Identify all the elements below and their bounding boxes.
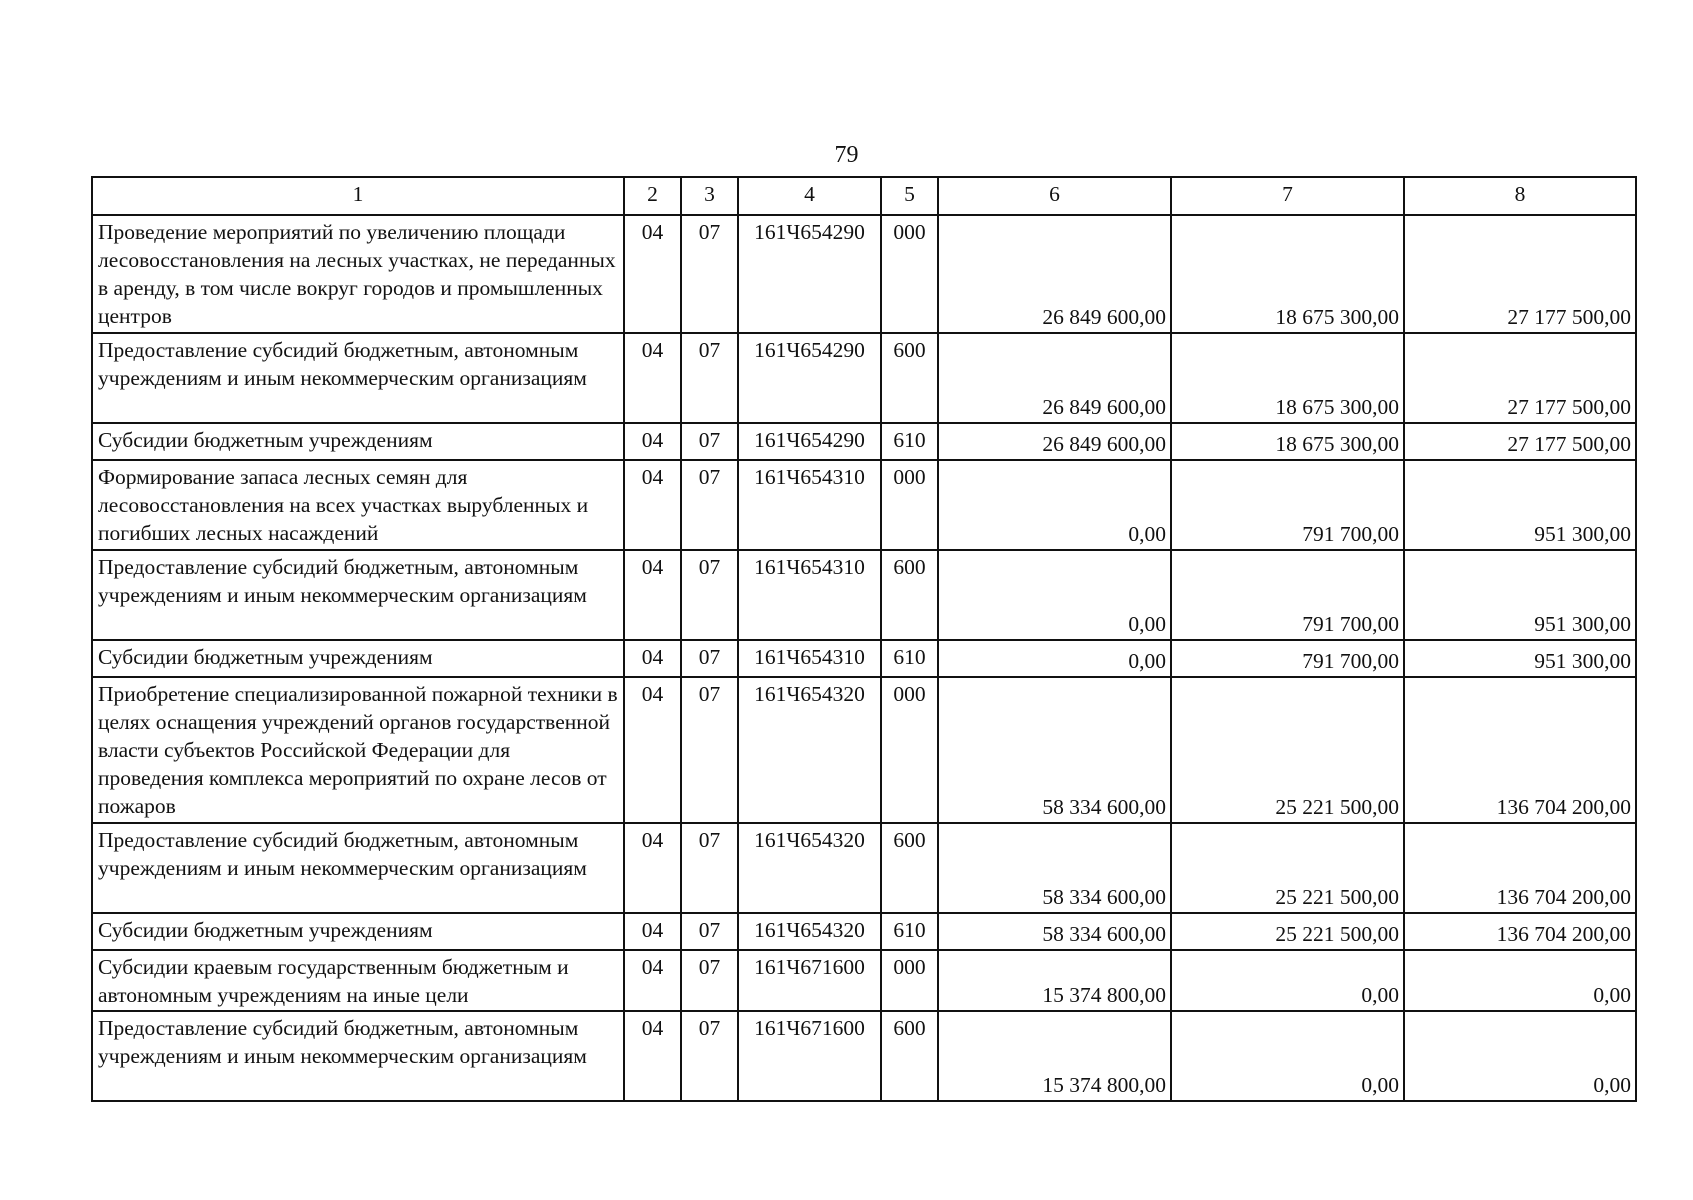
amount-cell-8: 0,00 — [1404, 1011, 1636, 1101]
row-name-cell: Формирование запаса лесных семян для лесовосстановления на всех участках вырубленных и погибших лесных насаждений — [92, 460, 624, 550]
amount-cell-8: 136 704 200,00 — [1404, 823, 1636, 913]
amount-cell-7: 18 675 300,00 — [1171, 215, 1404, 333]
section-code-cell: 04 — [624, 423, 681, 460]
section-code-cell: 04 — [624, 677, 681, 823]
expense-type-cell: 600 — [881, 823, 938, 913]
amount-cell-8: 136 704 200,00 — [1404, 677, 1636, 823]
target-article-cell: 161Ч654290 — [738, 423, 881, 460]
subsection-code-cell: 07 — [681, 215, 738, 333]
target-article-cell: 161Ч654310 — [738, 460, 881, 550]
expense-type-cell: 610 — [881, 913, 938, 950]
subsection-code-cell: 07 — [681, 640, 738, 677]
table-row — [92, 423, 1636, 460]
table-row — [92, 950, 1636, 1011]
target-article-cell: 161Ч654310 — [738, 640, 881, 677]
section-code-cell: 04 — [624, 215, 681, 333]
amount-cell-6: 58 334 600,00 — [938, 913, 1171, 950]
amount-cell-7: 0,00 — [1171, 1011, 1404, 1101]
amount-cell-6: 26 849 600,00 — [938, 333, 1171, 423]
amount-cell-6: 15 374 800,00 — [938, 1011, 1171, 1101]
target-article-cell: 161Ч654290 — [738, 333, 881, 423]
row-name-cell: Предоставление субсидий бюджетным, автономным учреждениям и иным некоммерческим организациям — [92, 1011, 624, 1101]
subsection-code-cell: 07 — [681, 677, 738, 823]
table-row — [92, 333, 1636, 423]
target-article-cell: 161Ч671600 — [738, 950, 881, 1011]
amount-cell-6: 15 374 800,00 — [938, 950, 1171, 1011]
amount-cell-8: 27 177 500,00 — [1404, 423, 1636, 460]
subsection-code-cell: 07 — [681, 423, 738, 460]
row-name-cell: Проведение мероприятий по увеличению площади лесовосстановления на лесных участках, не переданных в аренду, в том числе вокруг городов и промышленных центров — [92, 215, 624, 333]
amount-cell-6: 58 334 600,00 — [938, 677, 1171, 823]
amount-cell-8: 27 177 500,00 — [1404, 333, 1636, 423]
amount-cell-6: 0,00 — [938, 460, 1171, 550]
budget-table — [91, 176, 1637, 1102]
amount-cell-7: 791 700,00 — [1171, 550, 1404, 640]
expense-type-cell: 610 — [881, 423, 938, 460]
subsection-code-cell: 07 — [681, 913, 738, 950]
expense-type-cell: 000 — [881, 950, 938, 1011]
section-code-cell: 04 — [624, 913, 681, 950]
row-name-cell: Предоставление субсидий бюджетным, автономным учреждениям и иным некоммерческим организациям — [92, 823, 624, 913]
amount-cell-7: 18 675 300,00 — [1171, 423, 1404, 460]
header-cell: 3 — [681, 177, 738, 215]
amount-cell-6: 26 849 600,00 — [938, 423, 1171, 460]
expense-type-cell: 600 — [881, 1011, 938, 1101]
amount-cell-7: 791 700,00 — [1171, 460, 1404, 550]
amount-cell-7: 791 700,00 — [1171, 640, 1404, 677]
row-name-cell: Субсидии бюджетным учреждениям — [92, 423, 624, 460]
subsection-code-cell: 07 — [681, 823, 738, 913]
subsection-code-cell: 07 — [681, 950, 738, 1011]
table-row — [92, 550, 1636, 640]
target-article-cell: 161Ч654310 — [738, 550, 881, 640]
amount-cell-8: 27 177 500,00 — [1404, 215, 1636, 333]
row-name-cell: Предоставление субсидий бюджетным, автономным учреждениям и иным некоммерческим организациям — [92, 333, 624, 423]
amount-cell-8: 136 704 200,00 — [1404, 913, 1636, 950]
header-cell: 5 — [881, 177, 938, 215]
table-row — [92, 1011, 1636, 1101]
amount-cell-6: 0,00 — [938, 550, 1171, 640]
row-name-cell: Предоставление субсидий бюджетным, автономным учреждениям и иным некоммерческим организациям — [92, 550, 624, 640]
table-row — [92, 215, 1636, 333]
expense-type-cell: 600 — [881, 333, 938, 423]
expense-type-cell: 000 — [881, 460, 938, 550]
section-code-cell: 04 — [624, 950, 681, 1011]
amount-cell-7: 25 221 500,00 — [1171, 913, 1404, 950]
expense-type-cell: 000 — [881, 215, 938, 333]
subsection-code-cell: 07 — [681, 460, 738, 550]
amount-cell-7: 0,00 — [1171, 950, 1404, 1011]
header-cell: 2 — [624, 177, 681, 215]
row-name-cell: Субсидии краевым государственным бюджетным и автономным учреждениям на иные цели — [92, 950, 624, 1011]
expense-type-cell: 600 — [881, 550, 938, 640]
section-code-cell: 04 — [624, 1011, 681, 1101]
table-row — [92, 913, 1636, 950]
row-name-cell: Приобретение специализированной пожарной техники в целях оснащения учреждений органов государственной власти субъектов Российской Федерации для проведения комплекса мероприятий по охране лесов от пожаров — [92, 677, 624, 823]
header-cell: 4 — [738, 177, 881, 215]
table-row — [92, 677, 1636, 823]
header-cell: 1 — [92, 177, 624, 215]
table-row — [92, 460, 1636, 550]
table-row — [92, 823, 1636, 913]
amount-cell-6: 0,00 — [938, 640, 1171, 677]
section-code-cell: 04 — [624, 640, 681, 677]
subsection-code-cell: 07 — [681, 550, 738, 640]
target-article-cell: 161Ч671600 — [738, 1011, 881, 1101]
table-row — [92, 640, 1636, 677]
page-number: 79 — [834, 142, 859, 168]
expense-type-cell: 000 — [881, 677, 938, 823]
header-cell: 7 — [1171, 177, 1404, 215]
target-article-cell: 161Ч654290 — [738, 215, 881, 333]
target-article-cell: 161Ч654320 — [738, 913, 881, 950]
amount-cell-8: 951 300,00 — [1404, 460, 1636, 550]
subsection-code-cell: 07 — [681, 333, 738, 423]
row-name-cell: Субсидии бюджетным учреждениям — [92, 640, 624, 677]
expense-type-cell: 610 — [881, 640, 938, 677]
amount-cell-7: 25 221 500,00 — [1171, 677, 1404, 823]
section-code-cell: 04 — [624, 823, 681, 913]
header-cell: 6 — [938, 177, 1171, 215]
amount-cell-6: 26 849 600,00 — [938, 215, 1171, 333]
header-row — [92, 177, 1636, 215]
amount-cell-8: 951 300,00 — [1404, 550, 1636, 640]
section-code-cell: 04 — [624, 550, 681, 640]
row-name-cell: Субсидии бюджетным учреждениям — [92, 913, 624, 950]
section-code-cell: 04 — [624, 460, 681, 550]
section-code-cell: 04 — [624, 333, 681, 423]
target-article-cell: 161Ч654320 — [738, 677, 881, 823]
target-article-cell: 161Ч654320 — [738, 823, 881, 913]
amount-cell-8: 951 300,00 — [1404, 640, 1636, 677]
amount-cell-6: 58 334 600,00 — [938, 823, 1171, 913]
amount-cell-8: 0,00 — [1404, 950, 1636, 1011]
amount-cell-7: 25 221 500,00 — [1171, 823, 1404, 913]
subsection-code-cell: 07 — [681, 1011, 738, 1101]
amount-cell-7: 18 675 300,00 — [1171, 333, 1404, 423]
header-cell: 8 — [1404, 177, 1636, 215]
